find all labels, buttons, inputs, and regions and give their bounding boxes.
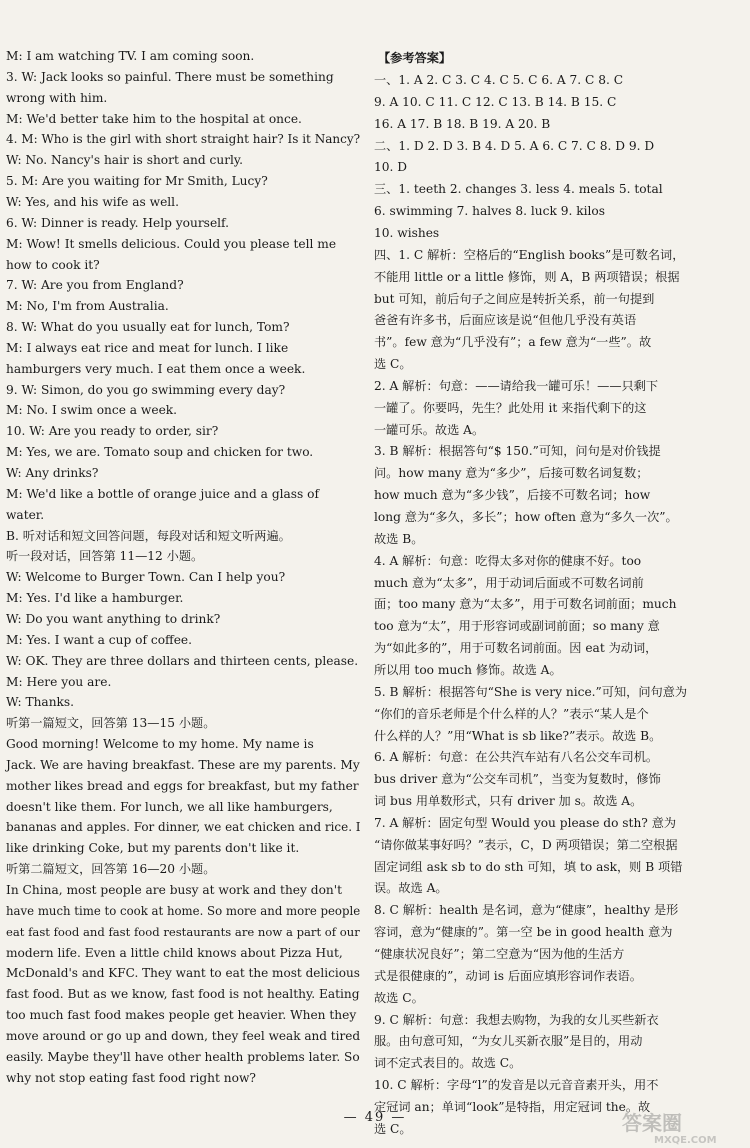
- text-line: 16. A 17. B 18. B 19. A 20. B: [374, 116, 551, 131]
- text-line: Jack. We are having breakfast. These are my parents. My: [6, 757, 360, 772]
- text-line: 8. W: What do you usually eat for lunch, Tom?: [6, 320, 290, 335]
- text-line: doesn't like them. For lunch, we all like hamburgers,: [6, 799, 333, 814]
- text-line: 7. A 解析：固定句型 Would you please do sth? 意为: [374, 815, 677, 830]
- text-line: long 意为“多久，多长”；how often 意为“多久一次”。: [374, 510, 678, 524]
- text-line: too much fast food makes people get heavier. When they: [6, 1008, 357, 1023]
- text-line: 选 C。: [374, 1121, 412, 1136]
- text-line: 2. A 解析：句意：——请给我一罐可乐！——只剩下: [374, 378, 659, 393]
- text-line: 固定词组 ask sb to do sth 可知，填 to ask，则 B 项错: [374, 859, 683, 874]
- text-line: M: We'd like a bottle of orange juice and a glass of: [6, 486, 320, 501]
- text-line: 面；too many 意为“太多”，用于可数名词前面；much: [374, 597, 677, 612]
- text-line: 4. A 解析：句意：吃得太多对你的健康不好。too: [374, 553, 642, 568]
- text-line: M: Yes, we are. Tomato soup and chicken for two.: [6, 445, 314, 460]
- text-line: 一、1. A 2. C 3. C 4. C 5. C 6. A 7. C 8. C: [374, 73, 624, 87]
- text-line: Good morning! Welcome to my home. My name is: [6, 737, 314, 752]
- text-line: 问。how many 意为“多少”，后接可数名词复数；: [374, 466, 649, 481]
- text-line: how to cook it?: [6, 257, 100, 272]
- text-line: 10. wishes: [374, 225, 440, 240]
- text-line: 不能用 little or a little 修饰，则 A，B 两项错误；根据: [374, 269, 680, 284]
- text-line: hamburgers very much. I eat them once a week.: [6, 361, 306, 376]
- answer-section-title: 【参考答案】: [378, 51, 452, 65]
- text-line: 10. C 解析：字母“l”的发音是以元音音素开头，用不: [374, 1078, 659, 1093]
- text-line: 词 bus 用单数形式，只有 driver 加 s。故选 A。: [374, 794, 643, 809]
- watermark-title: 答案圈: [622, 1111, 682, 1135]
- text-line: water.: [6, 507, 45, 522]
- text-line: W: OK. They are three dollars and thirteen cents, please.: [6, 653, 359, 668]
- text-line: like drinking Coke, but my parents don't like it.: [6, 841, 300, 856]
- text-line: wrong with him.: [6, 90, 108, 105]
- text-line: M: No. I swim once a week.: [6, 403, 178, 418]
- text-line: 3. W: Jack looks so painful. There must be something: [6, 69, 334, 84]
- text-line: fast food. But as we know, fast food is not healthy. Eating: [6, 987, 360, 1002]
- text-line: M: Yes. I'd like a hamburger.: [6, 591, 184, 606]
- text-line: too 意为“太”，用于形容词或副词前面；so many 意: [374, 619, 660, 634]
- text-line: 容词，意为“健康的”。第一空 be in good health 意为: [374, 925, 673, 940]
- text-line: 选 C。: [374, 357, 412, 372]
- text-line: 6. W: Dinner is ready. Help yourself.: [6, 215, 230, 230]
- text-line: 9. W: Simon, do you go swimming every day?: [6, 382, 286, 397]
- text-line: 三、1. teeth 2. changes 3. less 4. meals 5. total: [374, 182, 663, 197]
- text-line: why not stop eating fast food right now?: [6, 1070, 256, 1085]
- text-line: 书”。few 意为“几乎没有”；a few 意为“一些”。故: [374, 335, 652, 350]
- text-line: 4. M: Who is the girl with short straight hair? Is it Nancy?: [6, 132, 361, 147]
- text-line: 为“如此多的”，用于可数名词前面。因 eat 为动词，: [374, 641, 658, 656]
- text-line: mother likes bread and eggs for breakfast, but my father: [6, 778, 359, 793]
- text-line: 爸爸有许多书，后面应该是说“但他几乎没有英语: [374, 313, 637, 328]
- watermark-url: MXQE.COM: [654, 1135, 717, 1146]
- text-line: W: No. Nancy's hair is short and curly.: [6, 153, 244, 168]
- text-line: B. 听对话和短文回答问题，每段对话和短文听两遍。: [6, 528, 291, 543]
- text-line: 7. W: Are you from England?: [6, 278, 184, 293]
- text-line: In China, most people are busy at work and they don't: [6, 883, 343, 897]
- text-line: 词不定式表目的。故选 C。: [374, 1056, 522, 1071]
- text-line: M: Yes. I want a cup of coffee.: [6, 632, 193, 647]
- text-line: how much 意为“多少钱”，后接不可数名词；how: [374, 488, 651, 503]
- text-line: 一罐了。你要吗，先生？此处用 it 来指代剩下的这: [374, 400, 647, 415]
- text-line: 服。由句意可知，“为女儿买新衣服”是目的，用动: [374, 1034, 643, 1049]
- text-line: 一罐可乐。故选 A。: [374, 422, 485, 437]
- text-line: 9. A 10. C 11. C 12. C 13. B 14. B 15. C: [374, 94, 617, 109]
- text-line: modern life. Even a little child knows about Pizza Hut,: [6, 945, 343, 960]
- text-line: W: Do you want anything to drink?: [6, 611, 221, 626]
- text-line: 5. B 解析：根据答句“She is very nice.”可知，问句意为: [374, 684, 688, 699]
- text-line: 定冠词 an；单词“look”是特指，用定冠词 the。故: [374, 1099, 651, 1114]
- text-line: eat fast food and fast food restaurants are now a part of our: [6, 924, 360, 939]
- text-line: 听一段对话，回答第 11—12 小题。: [6, 549, 204, 564]
- text-line: 6. swimming 7. halves 8. luck 9. kilos: [374, 204, 605, 219]
- text-line: 10. W: Are you ready to order, sir?: [6, 424, 219, 439]
- text-line: 二、1. D 2. D 3. B 4. D 5. A 6. C 7. C 8. D 9. D: [374, 138, 655, 153]
- text-line: bus driver 意为“公交车司机”，当变为复数时，修饰: [374, 772, 661, 787]
- text-line: much 意为“太多”，用于动词后面或不可数名词前: [374, 575, 644, 590]
- text-line: “你们的音乐老师是个什么样的人？”表示“某人是个: [374, 706, 649, 721]
- text-line: 误。故选 A。: [374, 881, 448, 896]
- text-line: 6. A 解析：句意：在公共汽车站有八名公交车司机。: [374, 750, 659, 765]
- text-line: W: Welcome to Burger Town. Can I help you?: [6, 570, 286, 585]
- text-line: 听第二篇短文，回答第 16—20 小题。: [6, 862, 216, 877]
- watermark-logo: [618, 1110, 746, 1146]
- text-line: move around or go up and down, they feel weak and tired: [6, 1028, 361, 1043]
- text-line: 9. C 解析：句意：我想去购物，为我的女儿买些新衣: [374, 1012, 659, 1027]
- text-line: 10. D: [374, 160, 408, 175]
- text-line: have much time to cook at home. So more and more people: [6, 903, 361, 918]
- text-line: but 可知，前后句子之间应是转折关系，前一句提到: [374, 291, 655, 306]
- text-line: M: I am watching TV. I am coming soon.: [6, 49, 255, 63]
- text-line: M: Wow! It smells delicious. Could you please tell me: [6, 236, 337, 251]
- text-line: easily. Maybe they'll have other health problems later. So: [6, 1049, 360, 1064]
- text-line: 四、1. C 解析：空格后的“English books”是可数名词，: [374, 247, 685, 262]
- text-line: M: No, I'm from Australia.: [6, 299, 169, 314]
- text-line: M: We'd better take him to the hospital at once.: [6, 111, 302, 126]
- text-line: M: Here you are.: [6, 674, 112, 689]
- text-line: “请你做某事好吗？”表示，C，D 两项错误；第二空根据: [374, 837, 678, 852]
- text-line: 故选 B。: [374, 531, 424, 546]
- text-line: 式是很健康的”，动词 is 后面应填形容词作表语。: [374, 968, 642, 983]
- text-line: bananas and apples. For dinner, we eat chicken and rice. I: [6, 820, 361, 835]
- text-line: W: Thanks.: [6, 695, 75, 710]
- text-line: 3. B 解析：根据答句“$ 150.”可知，问句是对价钱提: [374, 444, 661, 459]
- text-line: 8. C 解析：health 是名词，意为“健康”，healthy 是形: [374, 903, 679, 918]
- text-line: “健康状况良好”；第二空意为“因为他的生活方: [374, 947, 625, 961]
- text-line: W: Any drinks?: [6, 466, 99, 480]
- text-line: 听第一篇短文，回答第 13—15 小题。: [6, 716, 216, 731]
- text-line: 故选 C。: [374, 990, 424, 1005]
- text-line: 5. M: Are you waiting for Mr Smith, Lucy?: [6, 174, 268, 189]
- text-line: McDonald's and KFC. They want to eat the most delicious: [6, 966, 360, 981]
- page-number: — 49 —: [343, 1110, 407, 1125]
- text-line: W: Yes, and his wife as well.: [6, 194, 179, 209]
- text-line: M: I always eat rice and meat for lunch. I like: [6, 340, 289, 355]
- text-line: 什么样的人？”用“What is sb like?”表示。故选 B。: [374, 728, 662, 743]
- text-line: 所以用 too much 修饰。故选 A。: [374, 662, 562, 677]
